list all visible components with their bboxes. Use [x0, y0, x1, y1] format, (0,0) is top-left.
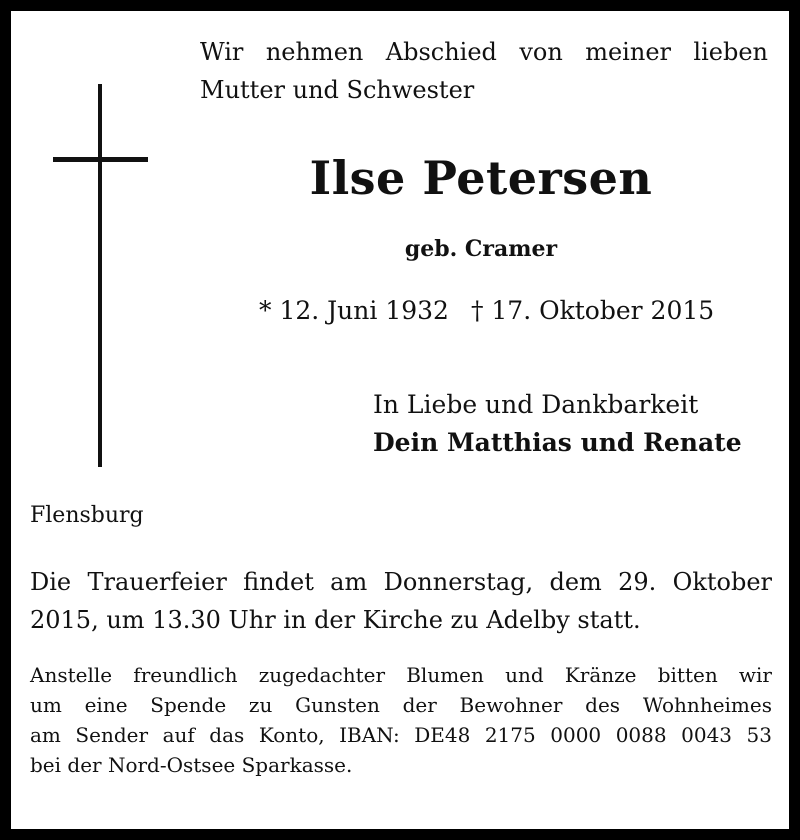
- deceased-name: Ilse Petersen: [309, 151, 653, 205]
- ceremony-info: [30, 563, 772, 639]
- cross-vertical-bar: [98, 84, 102, 467]
- donation-line-1: Anstelle freundlich zugedachter Blumen und Kränze bitten wir: [30, 663, 772, 687]
- intro-line-1: Wir nehmen Abschied von meiner lieben: [200, 38, 768, 66]
- donation-info: [30, 660, 772, 780]
- obituary-notice: [11, 11, 789, 829]
- birth-date: * 12. Juni 1932: [259, 296, 449, 325]
- closing-phrase: In Liebe und Dankbarkeit: [373, 390, 699, 419]
- closing-block: [373, 386, 742, 462]
- donation-line-2: um eine Spende zu Gunsten der Bewohner des Wohnheimes: [30, 693, 772, 717]
- donation-line-4: bei der Nord-Ostsee Sparkasse.: [30, 753, 353, 777]
- signers: Dein Matthias und Renate: [373, 428, 742, 457]
- intro-line-2: Mutter und Schwester: [200, 76, 475, 104]
- ceremony-line-2: 2015, um 13.30 Uhr in der Kirche zu Adelby statt.: [30, 606, 641, 634]
- city: Flensburg: [30, 503, 144, 528]
- cross-horizontal-bar: [53, 157, 148, 162]
- maiden-name: geb. Cramer: [404, 236, 558, 262]
- death-date: † 17. Oktober 2015: [470, 296, 715, 325]
- intro-text: [200, 33, 768, 109]
- donation-line-3: am Sender auf das Konto, IBAN: DE48 2175 0000 0088 0043 53: [30, 723, 772, 747]
- life-dates: [259, 296, 714, 325]
- ceremony-line-1: Die Trauerfeier findet am Donnerstag, dem 29. Oktober: [30, 568, 772, 596]
